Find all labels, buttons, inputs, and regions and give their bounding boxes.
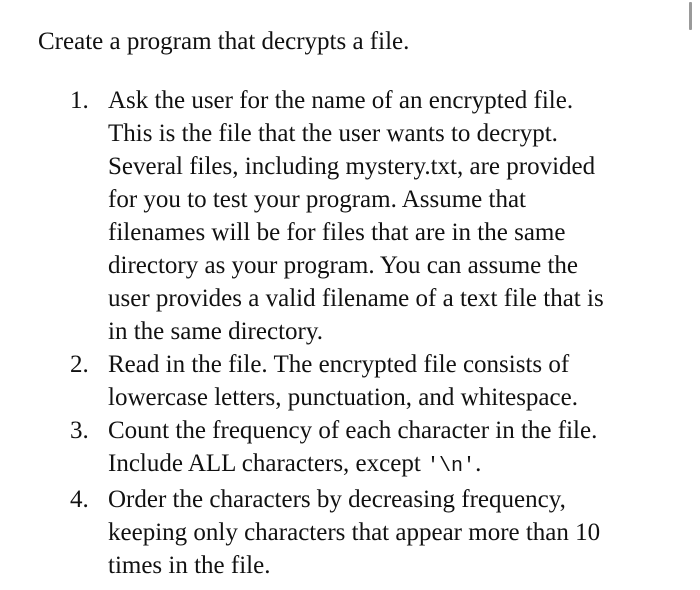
step-number: 4. [70,486,89,513]
step-text-line-with-code [108,447,670,483]
step-text-line: keeping only characters that appear more than 10 [108,519,601,546]
scrollbar-thumb[interactable] [689,2,692,30]
step-item-2 [70,348,670,414]
step-text-line: times in the file. [108,552,271,579]
page-title: Create a program that decrypts a file. [38,28,410,55]
step-item-1 [70,84,670,348]
step-text-line: directory as your program. You can assume the [108,252,579,279]
step-text-prefix: Include ALL characters, except [108,450,428,477]
step-item-4 [70,483,670,582]
steps-list [70,84,670,582]
step-text-line: in the same directory. [108,318,323,345]
step-number: 2. [70,351,89,378]
step-number: 3. [70,417,89,444]
step-text-line: user provides a valid filename of a text file that is [108,285,604,312]
step-text-line: Several files, including mystery.txt, are provided [108,153,596,180]
step-item-3 [70,414,670,483]
step-text-line: Order the characters by decreasing frequency, [108,486,566,513]
step-text-line: Read in the file. The encrypted file consists of [108,351,570,378]
step-text-line: for you to test your program. Assume that [108,186,526,213]
step-text-suffix: . [475,450,482,477]
step-text-line: Ask the user for the name of an encrypted file. [108,87,574,114]
newline-code-literal: '\n' [427,455,476,478]
step-text-line: Count the frequency of each character in the file. [108,417,598,444]
step-text-line: This is the file that the user wants to decrypt. [108,120,558,147]
step-text-line: filenames will be for files that are in the same [108,219,566,246]
step-number: 1. [70,87,89,114]
step-text-line: lowercase letters, punctuation, and whitespace. [108,384,578,411]
